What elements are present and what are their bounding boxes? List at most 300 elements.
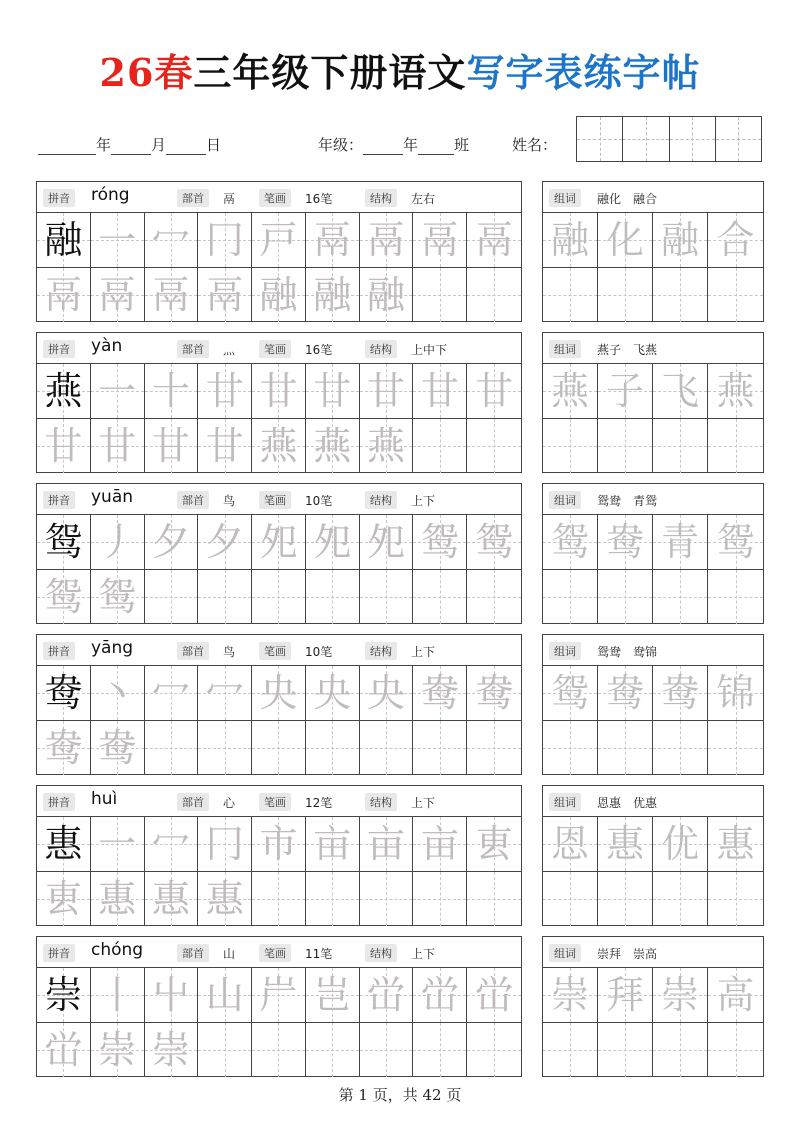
word-cell[interactable] — [598, 968, 653, 1023]
practice-grid — [37, 666, 521, 775]
card-header — [37, 484, 521, 515]
practice-cell[interactable] — [360, 213, 414, 268]
practice-cell[interactable] — [91, 968, 145, 1023]
practice-cell[interactable] — [198, 213, 252, 268]
word-cell[interactable] — [653, 872, 708, 927]
grade-field[interactable]: 年级： 年 班 — [318, 136, 470, 154]
practice-cell[interactable] — [360, 872, 414, 927]
word-cell[interactable] — [598, 364, 653, 419]
word-grid — [543, 213, 763, 322]
practice-cell[interactable] — [360, 721, 414, 776]
practice-grid — [37, 364, 521, 473]
stroke-step-character: 鸳 — [420, 519, 459, 564]
word-trace-character: 惠 — [605, 821, 644, 866]
word-cell[interactable] — [708, 213, 763, 268]
word-trace-character: 优 — [660, 821, 699, 866]
word-trace-character: 鸯 — [660, 670, 699, 715]
word-cell[interactable] — [598, 721, 653, 776]
word-grid — [543, 515, 763, 624]
stroke-step-character: 鬲 — [313, 217, 352, 262]
radical-tag: 部首 — [177, 340, 209, 358]
words-tag: 组词 — [549, 189, 581, 207]
word-card — [542, 634, 764, 775]
word-cell[interactable] — [708, 515, 763, 570]
word-cell[interactable] — [543, 364, 598, 419]
practice-cell[interactable] — [198, 515, 252, 570]
word-cell[interactable] — [708, 1023, 763, 1078]
word-trace-character: 崇 — [550, 972, 589, 1017]
practice-cell[interactable] — [413, 570, 467, 625]
radical-value: 山 — [223, 947, 236, 961]
word-cell[interactable] — [653, 515, 708, 570]
practice-cell[interactable] — [37, 1023, 91, 1078]
practice-cell[interactable] — [252, 872, 306, 927]
structure-tag: 结构 — [365, 491, 397, 509]
pinyin-value: huì — [91, 789, 118, 809]
word-trace-character: 高 — [716, 972, 755, 1017]
word-cell[interactable] — [653, 666, 708, 721]
word-cell[interactable] — [653, 570, 708, 625]
practice-cell[interactable] — [306, 872, 360, 927]
radical-value: 鬲 — [223, 192, 236, 206]
word-trace-character: 鸳 — [716, 519, 755, 564]
stroke-step-character: 甘 — [367, 368, 406, 413]
practice-cell[interactable] — [145, 872, 199, 927]
practice-cell[interactable] — [198, 872, 252, 927]
practice-cell[interactable] — [360, 666, 414, 721]
word-cell[interactable] — [598, 666, 653, 721]
practice-cell[interactable] — [145, 1023, 199, 1078]
practice-cell[interactable] — [306, 721, 360, 776]
practice-cell[interactable] — [467, 364, 521, 419]
stroke-step-character: 丶 — [98, 670, 137, 715]
practice-cell[interactable] — [91, 570, 145, 625]
practice-card-yun — [36, 483, 522, 624]
practice-cell[interactable] — [37, 515, 91, 570]
practice-cell[interactable] — [360, 268, 414, 323]
strokes-value: 12笔 — [305, 796, 333, 810]
words-value: 融化 融合 — [597, 192, 658, 206]
practice-card-hu — [36, 785, 522, 926]
structure-tag: 结构 — [365, 340, 397, 358]
stroke-step-character: 央 — [367, 670, 406, 715]
words-tag: 组词 — [549, 793, 581, 811]
practice-cell[interactable] — [467, 213, 521, 268]
practice-cell[interactable] — [467, 1023, 521, 1078]
strokes-value: 11笔 — [305, 947, 333, 961]
practice-cell[interactable] — [91, 817, 145, 872]
practice-cell[interactable] — [145, 515, 199, 570]
word-trace-character: 拜 — [605, 972, 644, 1017]
practice-cell[interactable] — [37, 721, 91, 776]
practice-cell[interactable] — [198, 721, 252, 776]
strokes-tag: 笔画 — [259, 944, 291, 962]
strokes-tag: 笔画 — [259, 340, 291, 358]
stroke-step-character: 夕 — [151, 519, 190, 564]
word-cell[interactable] — [543, 515, 598, 570]
practice-cell[interactable] — [413, 817, 467, 872]
word-cell[interactable] — [708, 419, 763, 474]
practice-cell[interactable] — [37, 817, 91, 872]
stroke-step-character: 鸯 — [420, 670, 459, 715]
word-cell[interactable] — [708, 666, 763, 721]
name-boxes[interactable] — [576, 116, 762, 162]
model-character: 鸳 — [44, 519, 83, 564]
practice-cell[interactable] — [37, 968, 91, 1023]
practice-cell[interactable] — [306, 666, 360, 721]
practice-grid — [37, 213, 521, 322]
stroke-step-character: 冂 — [205, 821, 244, 866]
card-header — [37, 937, 521, 968]
stroke-step-character: 夗 — [259, 519, 298, 564]
stroke-step-character: 甘 — [98, 423, 137, 468]
stroke-step-character: 惠 — [205, 876, 244, 921]
practice-cell[interactable] — [37, 268, 91, 323]
stroke-step-character: 夕 — [205, 519, 244, 564]
word-trace-character: 燕 — [550, 368, 589, 413]
practice-cell[interactable] — [467, 872, 521, 927]
word-cell[interactable] — [653, 419, 708, 474]
word-trace-character: 恩 — [550, 821, 589, 866]
words-value: 恩惠 优惠 — [597, 796, 658, 810]
strokes-tag: 笔画 — [259, 491, 291, 509]
words-value: 燕子 飞燕 — [597, 343, 658, 357]
practice-cell[interactable] — [37, 213, 91, 268]
practice-cell[interactable] — [37, 570, 91, 625]
radical-value: 鸟 — [223, 645, 236, 659]
word-cell[interactable] — [543, 213, 598, 268]
word-cell[interactable] — [708, 968, 763, 1023]
practice-cell[interactable] — [198, 968, 252, 1023]
strokes-tag: 笔画 — [259, 793, 291, 811]
practice-cell[interactable] — [360, 1023, 414, 1078]
word-grid — [543, 968, 763, 1077]
stroke-step-character: 丨 — [98, 972, 137, 1017]
practice-cell[interactable] — [360, 419, 414, 474]
stroke-step-character: 崇 — [151, 1027, 190, 1072]
stroke-step-character: 冖 — [151, 217, 190, 262]
practice-cell[interactable] — [252, 817, 306, 872]
word-cell[interactable] — [543, 666, 598, 721]
pinyin-tag: 拼音 — [43, 944, 75, 962]
practice-cell[interactable] — [252, 721, 306, 776]
practice-cell[interactable] — [252, 515, 306, 570]
radical-value: 灬 — [223, 343, 236, 357]
practice-card-rng — [36, 181, 522, 322]
word-cell[interactable] — [653, 1023, 708, 1078]
structure-tag: 结构 — [365, 189, 397, 207]
practice-cell[interactable] — [306, 968, 360, 1023]
practice-cell[interactable] — [306, 268, 360, 323]
practice-cell[interactable] — [360, 817, 414, 872]
word-cell[interactable] — [598, 1023, 653, 1078]
practice-cell[interactable] — [413, 872, 467, 927]
stroke-step-character: 峃 — [367, 972, 406, 1017]
model-character: 鸯 — [44, 670, 83, 715]
practice-cell[interactable] — [198, 419, 252, 474]
stroke-step-character: 山 — [205, 972, 244, 1017]
stroke-step-character: 鬲 — [98, 272, 137, 317]
stroke-step-character: 央 — [259, 670, 298, 715]
pinyin-tag: 拼音 — [43, 340, 75, 358]
practice-cell[interactable] — [252, 213, 306, 268]
practice-cell[interactable] — [467, 721, 521, 776]
practice-cell[interactable] — [91, 515, 145, 570]
practice-cell[interactable] — [360, 570, 414, 625]
practice-cell[interactable] — [91, 268, 145, 323]
stroke-step-character: 叀 — [44, 876, 83, 921]
info-header — [38, 130, 768, 160]
card-header — [37, 333, 521, 364]
practice-cell[interactable] — [306, 1023, 360, 1078]
stroke-step-character: 燕 — [367, 423, 406, 468]
pinyin-value: chóng — [91, 940, 144, 960]
practice-cell[interactable] — [252, 364, 306, 419]
practice-cell[interactable] — [413, 1023, 467, 1078]
word-cell[interactable] — [598, 872, 653, 927]
word-cell[interactable] — [708, 721, 763, 776]
word-cell[interactable] — [708, 364, 763, 419]
word-cell[interactable] — [543, 268, 598, 323]
strokes-tag: 笔画 — [259, 642, 291, 660]
practice-cell[interactable] — [467, 268, 521, 323]
stroke-step-character: 冖 — [151, 670, 190, 715]
model-character: 融 — [44, 217, 83, 262]
word-trace-character: 锦 — [716, 670, 755, 715]
stroke-step-character: 鬲 — [367, 217, 406, 262]
word-cell[interactable] — [543, 419, 598, 474]
word-cell[interactable] — [653, 268, 708, 323]
practice-cell[interactable] — [145, 419, 199, 474]
practice-cell[interactable] — [198, 666, 252, 721]
word-card — [542, 181, 764, 322]
word-cell[interactable] — [708, 268, 763, 323]
stroke-step-character: 一 — [98, 368, 137, 413]
word-trace-character: 崇 — [660, 972, 699, 1017]
practice-cell[interactable] — [306, 817, 360, 872]
stroke-step-character: 屵 — [259, 972, 298, 1017]
word-cell[interactable] — [653, 817, 708, 872]
stroke-step-character: 惠 — [98, 876, 137, 921]
stroke-step-character: 鬲 — [151, 272, 190, 317]
practice-cell[interactable] — [145, 364, 199, 419]
practice-cell[interactable] — [198, 817, 252, 872]
practice-cell[interactable] — [467, 968, 521, 1023]
practice-cell[interactable] — [91, 666, 145, 721]
word-trace-character: 合 — [716, 217, 755, 262]
pinyin-tag: 拼音 — [43, 793, 75, 811]
structure-value: 上下 — [411, 494, 436, 508]
practice-cell[interactable] — [145, 968, 199, 1023]
practice-cell[interactable] — [467, 666, 521, 721]
practice-cell[interactable] — [37, 364, 91, 419]
word-cell[interactable] — [598, 213, 653, 268]
practice-cell[interactable] — [306, 419, 360, 474]
card-header — [37, 786, 521, 817]
word-cell[interactable] — [543, 1023, 598, 1078]
stroke-step-character: 融 — [259, 272, 298, 317]
word-cell[interactable] — [543, 817, 598, 872]
practice-cell[interactable] — [145, 666, 199, 721]
words-tag: 组词 — [549, 642, 581, 660]
practice-cell[interactable] — [360, 515, 414, 570]
stroke-step-character: 崇 — [98, 1027, 137, 1072]
practice-cell[interactable] — [413, 364, 467, 419]
practice-cell[interactable] — [37, 419, 91, 474]
stroke-step-character: 一 — [98, 821, 137, 866]
stroke-step-character: 叀 — [475, 821, 514, 866]
word-cell[interactable] — [653, 364, 708, 419]
stroke-step-character: 燕 — [313, 423, 352, 468]
practice-cell[interactable] — [252, 419, 306, 474]
word-cell[interactable] — [598, 570, 653, 625]
stroke-step-character: 丿 — [98, 519, 137, 564]
word-cell[interactable] — [543, 968, 598, 1023]
practice-cell[interactable] — [37, 666, 91, 721]
word-cell[interactable] — [598, 268, 653, 323]
word-cell[interactable] — [598, 419, 653, 474]
practice-cell[interactable] — [198, 268, 252, 323]
practice-cell[interactable] — [467, 570, 521, 625]
word-trace-character: 惠 — [716, 821, 755, 866]
word-cell[interactable] — [598, 515, 653, 570]
word-cell[interactable] — [653, 721, 708, 776]
practice-cell[interactable] — [145, 817, 199, 872]
word-card — [542, 936, 764, 1077]
stroke-step-character: 冖 — [205, 670, 244, 715]
stroke-step-character: 冖 — [151, 821, 190, 866]
practice-cell[interactable] — [37, 872, 91, 927]
structure-value: 上下 — [411, 796, 436, 810]
practice-cell[interactable] — [145, 213, 199, 268]
practice-cell[interactable] — [360, 968, 414, 1023]
strokes-value: 10笔 — [305, 645, 333, 659]
pinyin-tag: 拼音 — [43, 642, 75, 660]
stroke-step-character: 融 — [367, 272, 406, 317]
practice-cell[interactable] — [413, 213, 467, 268]
word-trace-character: 融 — [550, 217, 589, 262]
word-cell[interactable] — [708, 872, 763, 927]
stroke-step-character: 鸳 — [475, 519, 514, 564]
word-trace-character: 飞 — [660, 368, 699, 413]
practice-grid — [37, 817, 521, 926]
word-cell[interactable] — [598, 817, 653, 872]
stroke-step-character: 惠 — [151, 876, 190, 921]
words-value: 鸳鸯 青鸳 — [597, 494, 658, 508]
practice-cell[interactable] — [198, 570, 252, 625]
practice-cell[interactable] — [145, 721, 199, 776]
practice-cell[interactable] — [91, 364, 145, 419]
radical-value: 心 — [223, 796, 236, 810]
practice-cell[interactable] — [252, 666, 306, 721]
practice-cell[interactable] — [252, 968, 306, 1023]
stroke-step-character: 亩 — [420, 821, 459, 866]
word-cell[interactable] — [653, 968, 708, 1023]
stroke-step-character: 十 — [151, 368, 190, 413]
practice-cell[interactable] — [467, 515, 521, 570]
practice-cell[interactable] — [467, 419, 521, 474]
word-cell[interactable] — [653, 213, 708, 268]
practice-cell[interactable] — [91, 721, 145, 776]
model-character: 燕 — [44, 368, 83, 413]
practice-cell[interactable] — [306, 570, 360, 625]
word-card — [542, 483, 764, 624]
strokes-value: 16笔 — [305, 343, 333, 357]
date-field[interactable]: 年 月 日 — [38, 134, 221, 155]
radical-tag: 部首 — [177, 189, 209, 207]
words-value: 鸳鸯 鸯锦 — [597, 645, 658, 659]
words-value: 崇拜 崇高 — [597, 947, 658, 961]
practice-cell[interactable] — [306, 515, 360, 570]
practice-cell[interactable] — [91, 419, 145, 474]
stroke-step-character: 央 — [313, 670, 352, 715]
radical-value: 鸟 — [223, 494, 236, 508]
word-cell[interactable] — [543, 872, 598, 927]
stroke-step-character: 廿 — [313, 368, 352, 413]
practice-card-yng — [36, 634, 522, 775]
strokes-value: 10笔 — [305, 494, 333, 508]
words-tag: 组词 — [549, 944, 581, 962]
word-card-header — [543, 937, 763, 968]
practice-cell[interactable] — [198, 1023, 252, 1078]
pinyin-tag: 拼音 — [43, 491, 75, 509]
word-trace-character: 鸯 — [605, 670, 644, 715]
word-cell[interactable] — [543, 721, 598, 776]
structure-value: 上下 — [411, 947, 436, 961]
practice-cell[interactable] — [306, 364, 360, 419]
stroke-step-character: 鸯 — [44, 725, 83, 770]
word-grid — [543, 666, 763, 775]
word-cell[interactable] — [708, 570, 763, 625]
stroke-step-character: 峃 — [420, 972, 459, 1017]
practice-cell[interactable] — [145, 570, 199, 625]
practice-grid — [37, 515, 521, 624]
word-trace-character: 鸳 — [550, 519, 589, 564]
radical-tag: 部首 — [177, 642, 209, 660]
practice-cell[interactable] — [306, 213, 360, 268]
practice-cell[interactable] — [413, 968, 467, 1023]
word-card-header — [543, 786, 763, 817]
practice-cell[interactable] — [467, 817, 521, 872]
practice-cell[interactable] — [413, 268, 467, 323]
word-cell[interactable] — [708, 817, 763, 872]
stroke-step-character: 鸯 — [98, 725, 137, 770]
word-trace-character: 燕 — [716, 368, 755, 413]
practice-cell[interactable] — [145, 268, 199, 323]
stroke-step-character: 鬲 — [475, 217, 514, 262]
strokes-value: 16笔 — [305, 192, 333, 206]
stroke-step-character: 市 — [259, 821, 298, 866]
practice-cell[interactable] — [91, 213, 145, 268]
practice-cell[interactable] — [360, 364, 414, 419]
practice-cell[interactable] — [413, 721, 467, 776]
radical-tag: 部首 — [177, 944, 209, 962]
practice-cell[interactable] — [91, 872, 145, 927]
word-card-header — [543, 182, 763, 213]
practice-cell[interactable] — [413, 666, 467, 721]
practice-cell[interactable] — [91, 1023, 145, 1078]
practice-cell[interactable] — [252, 268, 306, 323]
word-cell[interactable] — [543, 570, 598, 625]
word-trace-character: 青 — [660, 519, 699, 564]
title-part1: 26春 — [99, 50, 194, 95]
practice-cell[interactable] — [198, 364, 252, 419]
practice-cell[interactable] — [252, 1023, 306, 1078]
practice-cell[interactable] — [413, 515, 467, 570]
practice-cell[interactable] — [413, 419, 467, 474]
practice-cell[interactable] — [252, 570, 306, 625]
card-header — [37, 182, 521, 213]
